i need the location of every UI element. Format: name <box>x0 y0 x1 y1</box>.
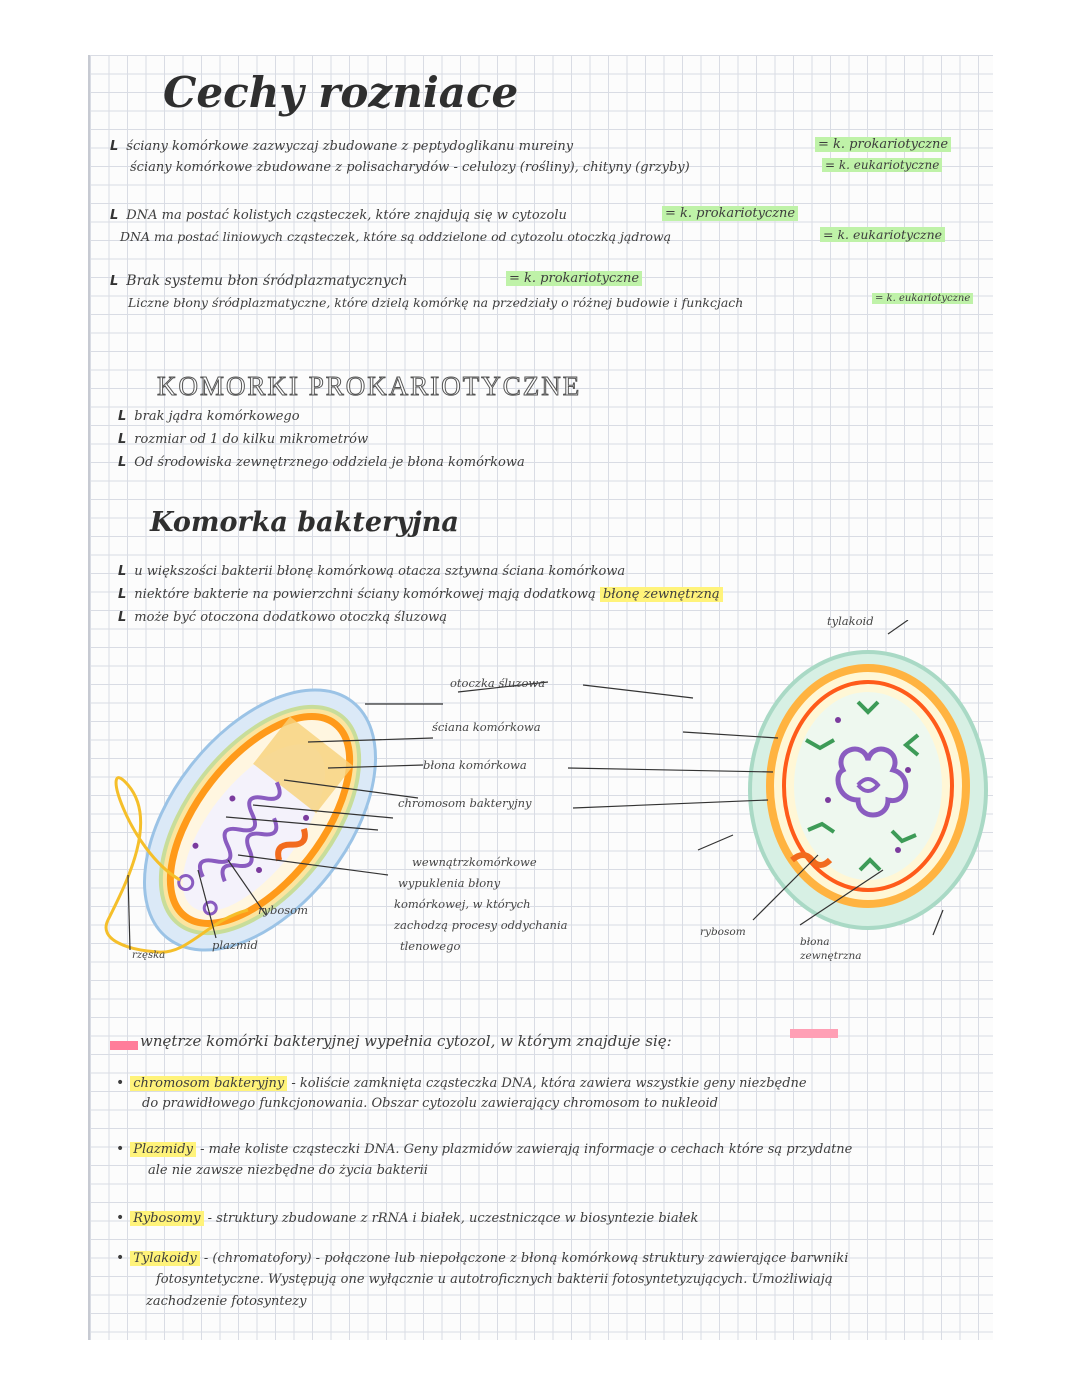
right-bacterium <box>750 652 986 928</box>
prok-item-2: L rozmiar od 1 do kilku mikrometrów <box>118 432 369 447</box>
difference-3: L DNA ma postać kolistych cząsteczek, które znajdują się w cytozolu <box>110 208 567 223</box>
label-blona-zewnetrzna-1: błona <box>800 936 830 948</box>
interior-item-chromosom-line2: do prawidłowego funkcjonowania. Obszar cytozolu zawierający chromosom to nukleoid <box>142 1096 718 1111</box>
label-rzeska: rzęska <box>132 950 166 961</box>
interior-item-plazmidy: • Plazmidy - małe koliste cząsteczki DNA. Geny plazmidów zawierają informacje o cechach które są przydatne <box>116 1141 853 1157</box>
difference-5-result: = k. prokariotyczne <box>506 271 642 286</box>
label-wypuklenia-3: komórkowej, w których <box>394 897 531 911</box>
difference-2-result: = k. eukariotyczne <box>822 158 942 172</box>
label-tylakoid: tylakoid <box>827 614 874 628</box>
interior-intro: wnętrze komórki bakteryjnej wypełnia cytozol, w którym znajduje się: <box>140 1032 672 1050</box>
difference-1: L ściany komórkowe zazwyczaj zbudowane z peptydoglikanu mureiny <box>110 139 574 154</box>
interior-item-plazmidy-line2: ale nie zawsze niezbędne do życia bakterii <box>148 1163 428 1178</box>
section-heading-prokaryotic: KOMORKI PROKARIOTYCZNE <box>157 371 582 401</box>
label-wypuklenia-1: wewnątrzkomórkowe <box>412 855 537 869</box>
difference-6: Liczne błony śródplazmatyczne, które dzielą komórkę na przedziały o różnej budowie i funkcjach <box>128 295 744 310</box>
interior-item-tylakoidy-line2: fotosyntetyczne. Występują one wyłącznie u autotroficznych bakterii fotosyntetyzujących. Umożliwiają <box>156 1272 833 1287</box>
difference-4-result: = k. eukariotyczne <box>820 227 945 242</box>
bact-item-1: L u większości bakterii błonę komórkową otacza sztywna ściana komórkowa <box>118 564 626 579</box>
interior-item-tylakoidy: • Tylakoidy - (chromatofory) - połączone lub niepołączone z błoną komórkową struktury zawierające barwniki <box>116 1250 849 1266</box>
difference-1-result: = k. prokariotyczne <box>815 137 951 152</box>
label-wypuklenia-5: tlenowego <box>400 939 461 953</box>
label-sciana-komorkowa: ściana komórkowa <box>432 720 541 734</box>
interior-item-chromosom: • chromosom bakteryjny - koliście zamknięta cząsteczka DNA, która zawiera wszystkie geny niezbędne <box>116 1075 807 1091</box>
label-wypuklenia-4: zachodzą procesy oddychania <box>394 918 568 932</box>
label-blona-zewnetrzna-2: zewnętrzna <box>800 950 862 962</box>
prok-item-3: L Od środowiska zewnętrznego oddziela je błona komórkowa <box>118 455 525 470</box>
interior-item-rybosomy: • Rybosomy - struktury zbudowane z rRNA i białek, uczestniczące w biosyntezie białek <box>116 1210 699 1226</box>
pink-marker-left <box>110 1041 138 1050</box>
difference-6-result: = k. eukariotyczne <box>872 293 973 304</box>
label-wypuklenia-2: wypuklenia błony <box>398 876 501 890</box>
bact-item-2: L niektóre bakterie na powierzchni ściany komórkowej mają dodatkową błonę zewnętrzną <box>118 587 723 602</box>
prok-item-1: L brak jądra komórkowego <box>118 409 300 424</box>
label-rybosom-left: rybosom <box>258 903 309 917</box>
label-plazmid: plazmid <box>212 938 258 952</box>
label-rybosom-right: rybosom <box>700 926 746 938</box>
interior-item-tylakoidy-line3: zachodzenie fotosyntezy <box>146 1294 307 1309</box>
left-bacterium <box>98 648 421 980</box>
page-title: Cechy rozniace <box>163 68 519 117</box>
pink-marker-right <box>790 1029 838 1038</box>
label-chromosom-bakteryjny: chromosom bakteryjny <box>398 796 532 810</box>
difference-3-result: = k. prokariotyczne <box>662 206 798 221</box>
label-blona-komorkowa: błona komórkowa <box>423 758 527 772</box>
section-heading-bacterial: Komorka bakteryjna <box>150 507 459 538</box>
difference-5: L Brak systemu błon śródplazmatycznych <box>110 273 408 289</box>
bact-item-3: L może być otoczona dodatkowo otoczką śluzową <box>118 610 448 625</box>
difference-4: DNA ma postać liniowych cząsteczek, które są oddzielone od cytozolu otoczką jądrową <box>120 229 672 244</box>
difference-2: ściany komórkowe zbudowane z polisacharydów - celulozy (rośliny), chityny (grzyby) <box>130 160 690 175</box>
label-otoczka-sluzowa: otoczka śluzowa <box>450 676 546 690</box>
